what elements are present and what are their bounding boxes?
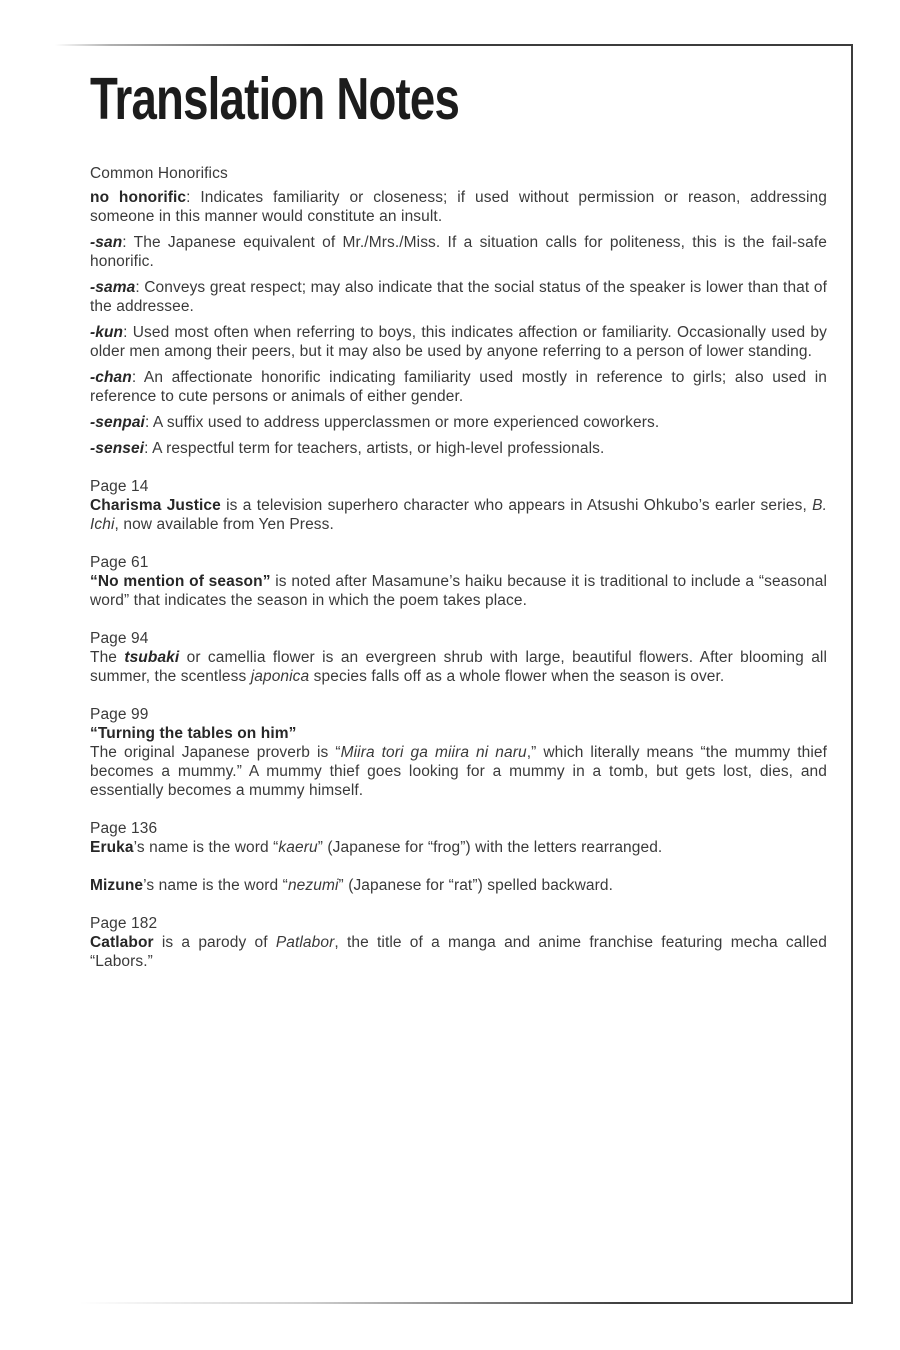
note-paragraph: “No mention of season” is noted after Masamune’s haiku because it is traditional to include a “seasonal word” that indicates the season in which the poem takes place. [90, 573, 827, 609]
note-page-14 [90, 477, 827, 534]
note-paragraph: The tsubaki or camellia flower is an evergreen shrub with large, beautiful flowers. After blooming all summer, the scentless japonica species falls off as a whole flower when the season is over. [90, 649, 827, 685]
note-page-182 [90, 914, 827, 971]
note-paragraph: The original Japanese proverb is “Miira tori ga miira ni naru,” which literally means “the mummy thief becomes a mummy.” A mummy thief goes looking for a mummy in a tomb, but gets lost, dies, and essentially becomes a mummy himself. [90, 744, 827, 799]
note-page-label: Page 94 [90, 630, 149, 647]
honorific-entry-no-honorific: no honorific: Indicates familiarity or closeness; if used without permission or reason, addressing someone in this manner would constitute an insult. [90, 189, 827, 225]
honorific-entry-sama: -sama: Conveys great respect; may also indicate that the social status of the speaker is lower than that of the addressee. [90, 279, 827, 315]
note-page-99 [90, 705, 827, 800]
note-paragraph: Mizune’s name is the word “nezumi” (Japanese for “rat”) spelled backward. [90, 877, 614, 894]
honorific-entry-san: -san: The Japanese equivalent of Mr./Mrs./Miss. If a situation calls for politeness, this is the fail-safe honorific. [90, 234, 827, 270]
note-paragraph: Charisma Justice is a television superhero character who appears in Atsushi Ohkubo’s earler series, B. Ichi, now available from Yen Press. [90, 497, 827, 533]
page-notes-list [90, 477, 827, 971]
note-page-136 [90, 819, 827, 857]
page-title-text: Translation Notes [90, 65, 460, 133]
note-page-136-continued [90, 876, 827, 895]
honorific-entry-senpai: -senpai: A suffix used to address upperclassmen or more experienced coworkers. [90, 414, 660, 431]
note-paragraph: Catlabor is a parody of Patlabor, the title of a manga and anime franchise featuring mecha called “Labors.” [90, 934, 827, 970]
page-content [90, 65, 827, 971]
honorifics-section-heading: Common Honorifics [90, 165, 228, 182]
note-page-label: Page 136 [90, 820, 158, 837]
honorific-entry-chan: -chan: An affectionate honorific indicating familiarity used mostly in reference to girls; also used in reference to cute persons or animals of either gender. [90, 369, 827, 405]
honorific-entry-sensei: -sensei: A respectful term for teachers, artists, or high-level professionals. [90, 440, 605, 457]
honorific-entry-kun: -kun: Used most often when referring to boys, this indicates affection or familiarity. Occasionally used by older men among their peers, but it may also be used by anyone referring to a person of lower standing. [90, 324, 827, 360]
page-title [90, 65, 827, 133]
note-page-94 [90, 629, 827, 686]
note-page-label: Page 61 [90, 554, 149, 571]
honorifics-list [90, 188, 827, 458]
note-page-label: Page 182 [90, 915, 158, 932]
note-subheading: “Turning the tables on him” [90, 725, 297, 742]
note-page-label: Page 14 [90, 478, 149, 495]
note-paragraph: Eruka’s name is the word “kaeru” (Japanese for “frog”) with the letters rearranged. [90, 839, 663, 856]
note-page-label: Page 99 [90, 706, 149, 723]
note-page-61 [90, 553, 827, 610]
